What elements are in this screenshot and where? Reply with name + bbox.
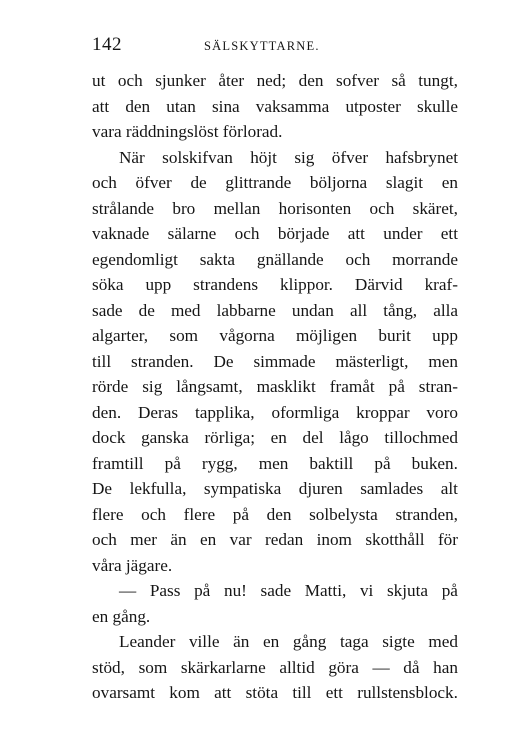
text-line: och mer än en var redan inom skotthåll för	[92, 530, 458, 549]
text-line: algarter, som vågorna möjligen burit upp	[92, 326, 458, 345]
text-line: vara räddningslöst förlorad.	[92, 122, 283, 141]
text-line: De lekfulla, sympatiska djuren samlades alt	[92, 479, 458, 498]
page-header	[92, 34, 458, 64]
text-line: en gång.	[92, 606, 151, 626]
text-line: och öfver de glittrande böljorna slagit en	[92, 173, 458, 192]
text-line: — Pass på nu! sade Matti, vi skjuta på	[119, 581, 458, 600]
body-text	[92, 68, 458, 706]
text-line: vaknade sälarne och började att under ett	[92, 224, 458, 243]
text-line: våra jägare.	[92, 555, 173, 575]
text-line: Leander ville än en gång taga sigte med	[119, 632, 458, 651]
text-line: den. Deras tapplika, oformliga kroppar voro	[92, 402, 458, 422]
text-line: sade de med labbarne undan all tång, alla	[92, 300, 458, 320]
text-line: När solskifvan höjt sig öfver hafsbrynet	[119, 147, 458, 167]
text-line: rörde sig långsamt, masklikt framåt på stran-	[92, 377, 458, 396]
text-line: stöd, som skärkarlarne alltid göra — då han	[92, 657, 458, 677]
text-line: att den utan sina vaksamma utposter skulle	[92, 96, 458, 116]
text-line: flere och flere på den solbelysta stranden,	[92, 504, 458, 524]
text-line: söka upp strandens klippor. Därvid kraf-	[92, 275, 458, 294]
running-title: SÄLSKYTTARNE.	[204, 39, 320, 53]
text-line: strålande bro mellan horisonten och skäret,	[92, 198, 458, 218]
page-number: 142	[92, 34, 122, 55]
text-line: dock ganska rörliga; en del lågo tillochmed	[92, 428, 458, 447]
text-line: framtill på rygg, men baktill på buken.	[92, 453, 458, 473]
text-line: ut och sjunker åter ned; den sofver så tungt,	[92, 71, 458, 90]
text-line: ovarsamt kom att stöta till ett rullstensblock.	[92, 683, 458, 702]
text-line: till stranden. De simmade mästerligt, men	[92, 351, 458, 371]
text-line: egendomligt sakta gnällande och morrande	[92, 249, 458, 269]
